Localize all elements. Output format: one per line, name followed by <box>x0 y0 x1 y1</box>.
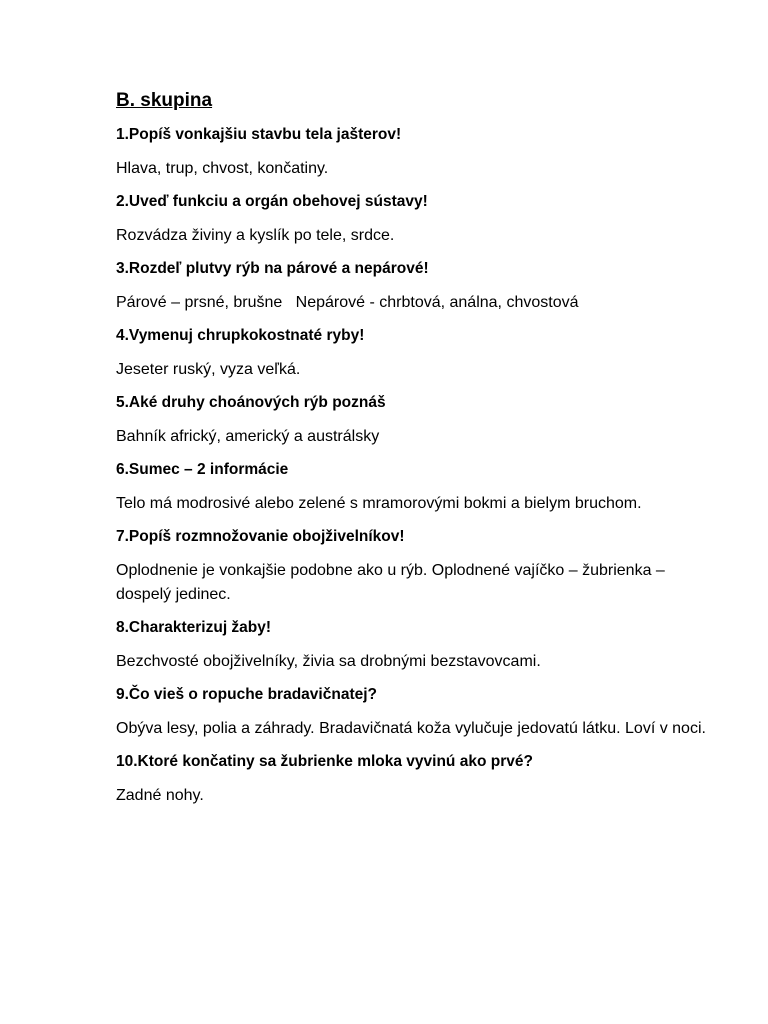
question-4: 4.Vymenuj chrupkokostnaté ryby! <box>116 327 365 344</box>
answer-6: Telo má modrosivé alebo zelené s mramorovými bokmi a bielym bruchom. <box>116 495 642 512</box>
qa-item-7 <box>116 526 716 607</box>
qa-item-4 <box>116 325 716 382</box>
question-7: 7.Popíš rozmnožovanie obojživelníkov! <box>116 528 405 545</box>
answer-4: Jeseter ruský, vyza veľká. <box>116 361 301 378</box>
question-2: 2.Uveď funkciu a orgán obehovej sústavy! <box>116 193 428 210</box>
qa-item-10 <box>116 751 716 808</box>
question-5: 5.Aké druhy choánových rýb poznáš <box>116 394 386 411</box>
qa-item-3 <box>116 258 716 315</box>
answer-9: Obýva lesy, polia a záhrady. Bradavičnatá koža vylučuje jedovatú látku. Loví v noci. <box>116 720 706 737</box>
answer-8: Bezchvosté obojživelníky, živia sa drobnými bezstavovcami. <box>116 653 541 670</box>
question-3: 3.Rozdeľ plutvy rýb na párové a nepárové! <box>116 260 429 277</box>
question-9: 9.Čo vieš o ropuche bradavičnatej? <box>116 686 377 703</box>
qa-item-2 <box>116 191 716 248</box>
answer-7: Oplodnenie je vonkajšie podobne ako u rýb. Oplodnené vajíčko – žubrienka – dospelý jedinec. <box>116 562 670 603</box>
answer-1: Hlava, trup, chvost, končatiny. <box>116 160 329 177</box>
qa-item-5 <box>116 392 716 449</box>
document-title: B. skupina <box>116 90 213 111</box>
document-page <box>116 88 716 818</box>
answer-5: Bahník africký, americký a austrálsky <box>116 428 380 445</box>
question-10: 10.Ktoré končatiny sa žubrienke mloka vyvinú ako prvé? <box>116 753 533 770</box>
qa-item-6 <box>116 459 716 516</box>
qa-item-8 <box>116 617 716 674</box>
qa-item-1 <box>116 124 716 181</box>
qa-item-9 <box>116 684 716 741</box>
answer-2: Rozvádza živiny a kyslík po tele, srdce. <box>116 227 395 244</box>
answer-3: Párové – prsné, brušne Nepárové - chrbtová, análna, chvostová <box>116 294 579 311</box>
question-8: 8.Charakterizuj žaby! <box>116 619 272 636</box>
question-6: 6.Sumec – 2 informácie <box>116 461 289 478</box>
question-1: 1.Popíš vonkajšiu stavbu tela jašterov! <box>116 126 402 143</box>
answer-10: Zadné nohy. <box>116 787 204 804</box>
